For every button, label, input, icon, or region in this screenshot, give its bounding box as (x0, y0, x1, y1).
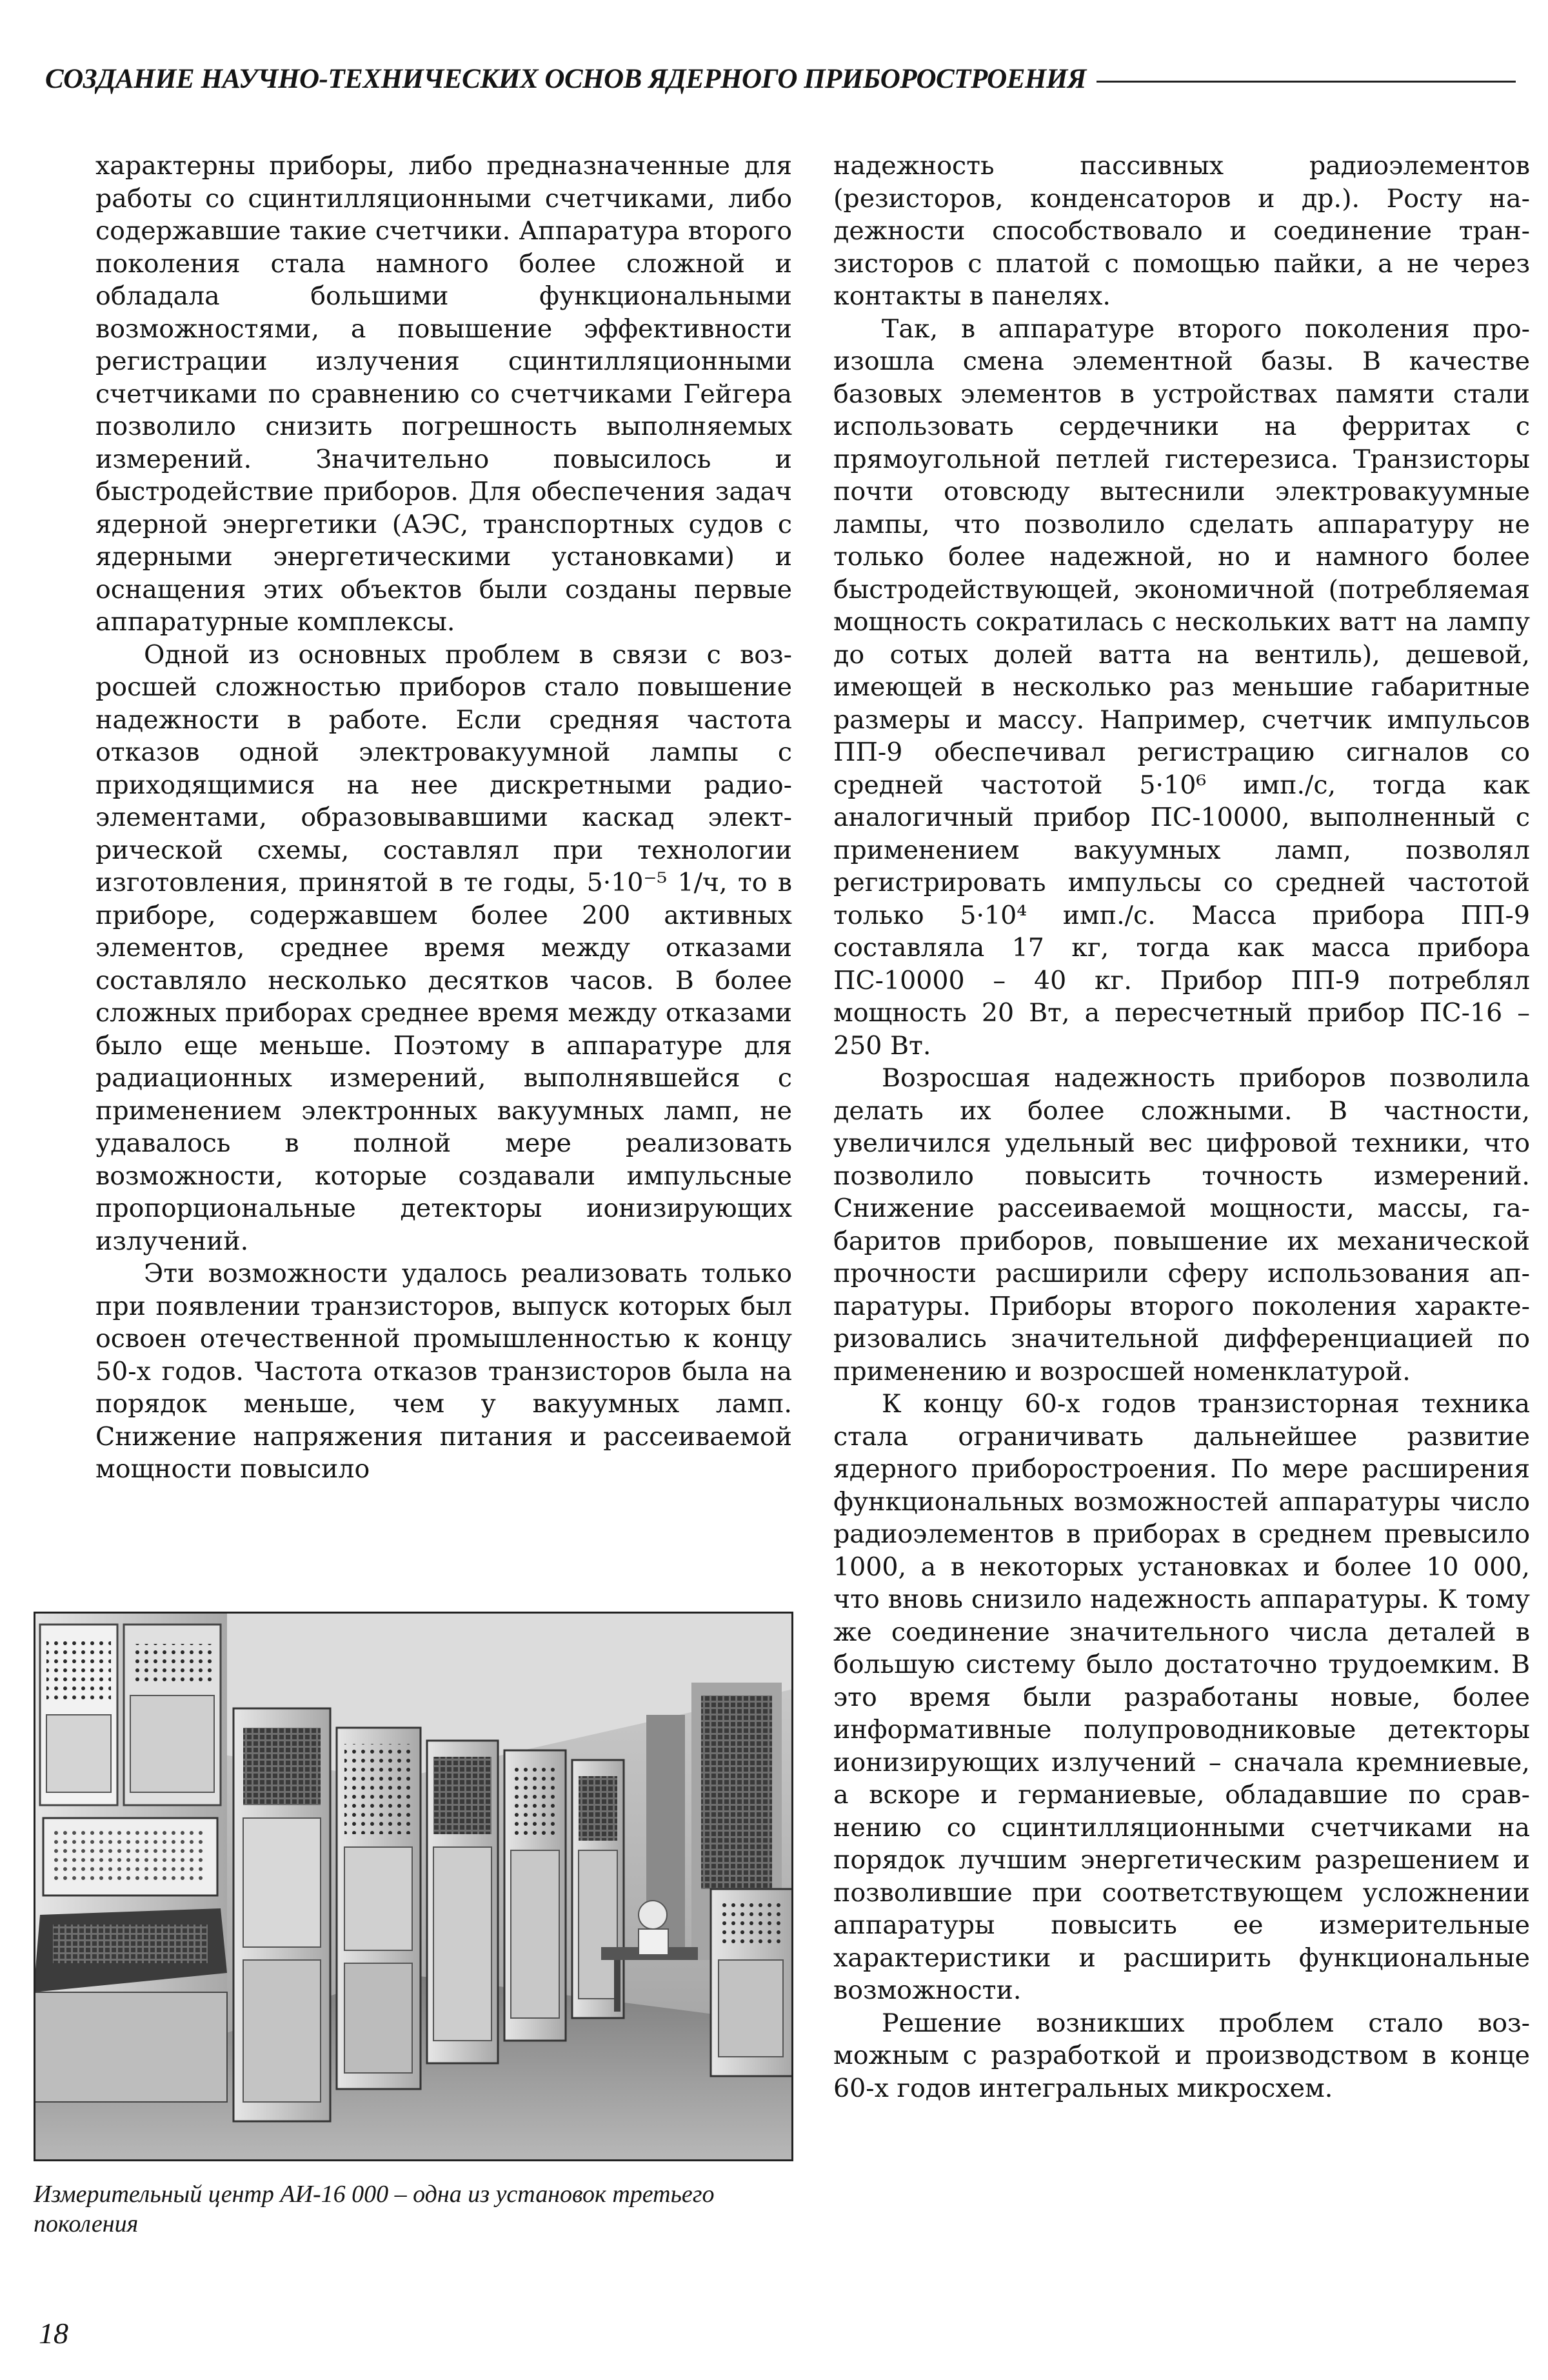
paragraph: Так, в аппаратуре второго поколения произошла смена элементной базы. В качестве базовых элементов в устройствах памяти стали использовать сердечники на ферритах с прямоугольной петлей гистерезиса. Транзисторы почти отовсюду вытеснили электровакуумные лампы, что позволило сделать аппаратуру не только более надежной, но и намного более быстродействующей, экономичной (потребляемая мощность сократилась с нескольких ватт на лампу до сотых долей ватта на вентиль), дешевой, имеющей в несколько раз меньшие габаритные размеры и массу. Например, счетчик импульсов ПП-9 обеспечивал регистрацию сигналов со средней частотой 5·10⁶ имп./с, тогда как аналогичный прибор ПС-10000, выполненный с применением вакуумных ламп, позволял регистрировать импульсы со средней частотой только 5·10⁴ имп./с. Масса прибора ПП-9 составляла 17 кг, тогда как масса прибора ПС-10000 – 40 кг. Прибор ПП-9 потреблял мощность 20 Вт, а пересчетный прибор ПС-16 – 250 Вт. (833, 314, 1530, 1061)
paragraph: Эти возможности удалось реализовать только при появлении транзисторов, выпуск которых был освоен отечественной промышленностью к концу 50-х годов. Частота отказов транзисторов была на порядок меньше, чем у вакуумных ламп. Снижение напряжения питания и рассеиваемой мощности повысило (95, 1259, 792, 1484)
page-number: 18 (39, 2317, 68, 2350)
paragraph: надежность пассивных радиоэлементов (резисторов, конденсаторов и др.). Росту надежности способствовало и соединение транзисторов с платой с помощью пайки, а не через контакты в панелях. (833, 151, 1530, 311)
running-header (45, 59, 1516, 98)
paragraph: Решение возникших проблем стало возможным с разработкой и производством в конце 60-х годов интегральных микросхем. (833, 2008, 1530, 2103)
paragraph: Возросшая надежность приборов позволила делать их более сложными. В частности, увеличился удельный вес цифровой техники, что позволило повысить точность измерений. Снижение рассеиваемой мощности, массы, габаритов приборов, повышение их механической прочности расширили сферу использования аппаратуры. Приборы второго поколения характеризовались значительной дифференциацией по применению и возросшей номенклатурой. (833, 1063, 1530, 1386)
paragraph: К концу 60-х годов транзисторная техника стала ограничивать дальнейшее развитие ядерного приборостроения. По мере расширения функциональных возможностей аппаратуры число радиоэлементов в приборах в среднем превысило 1000, а в некоторых установках и более 10 000, что вновь снизило надежность аппаратуры. К тому же соединение значительного числа деталей в большую систему было достаточно трудоемким. В это время были разработаны новые, более информативные полупроводниковые детекторы ионизирующих излучений – сначала кремниевые, а вскоре и германиевые, обладавшие по сравнению со сцинтилляционными счетчиками на порядок лучшим энергетическим разрешением и позволившие при соответствующем усложнении аппаратуры повысить ее измерительные характеристики и расширить функциональные возможности. (833, 1389, 1530, 2005)
header-title: СОЗДАНИЕ НАУЧНО-ТЕХНИЧЕСКИХ ОСНОВ ЯДЕРНОГО ПРИБОРОСТРОЕНИЯ (45, 63, 1086, 94)
paragraph: характерны приборы, либо предназначенные для работы со сцинтилляционными счетчиками, либо содержавшие такие счетчики. Аппаратура второго поколения стала намного более сложной и обладала большими функциональными возможностями, а повышение эффективности регистрации излучения сцинтилляционными счетчиками по сравнению со счетчиками Гейгера позволило снизить погрешность выполняемых измерений. Значительно повысилось и быстродействие приборов. Для обеспечения задач ядерной энергетики (АЭС, транспортных судов с ядерными энергетическими установками) и оснащения этих объектов были созданы первые аппаратурные комплексы. (95, 151, 792, 637)
left-column (95, 150, 792, 1484)
figure-caption: Измерительный центр АИ-16 000 – одна из установок третьего поколения (34, 2181, 715, 2237)
paragraph: Одной из основных проблем в связи с возросшей сложностью приборов стало повышение надежности в работе. Если средняя частота отказов одной электровакуумной лампы с приходящимися на нее дискретными радиоэлементами, образовывавшими каскад электрической схемы, составлял при технологии изготовления, принятой в те годы, 5·10⁻⁵ 1/ч, то в приборе, содержавшем более 200 активных элементов, среднее время между отказами составляло несколько десятков часов. В более сложных приборах среднее время между отказами было еще меньше. Поэтому в аппаратуре для радиационных измерений, выполнявшейся с применением электронных вакуумных ламп, не удавалось в полной мере реализовать возможности, которые создавали импульсные пропорциональные детекторы ионизирующих излучений. (95, 639, 792, 1256)
header-rule (1096, 81, 1516, 83)
photo-measurement-center (34, 1612, 793, 2161)
right-column (833, 150, 1530, 2253)
